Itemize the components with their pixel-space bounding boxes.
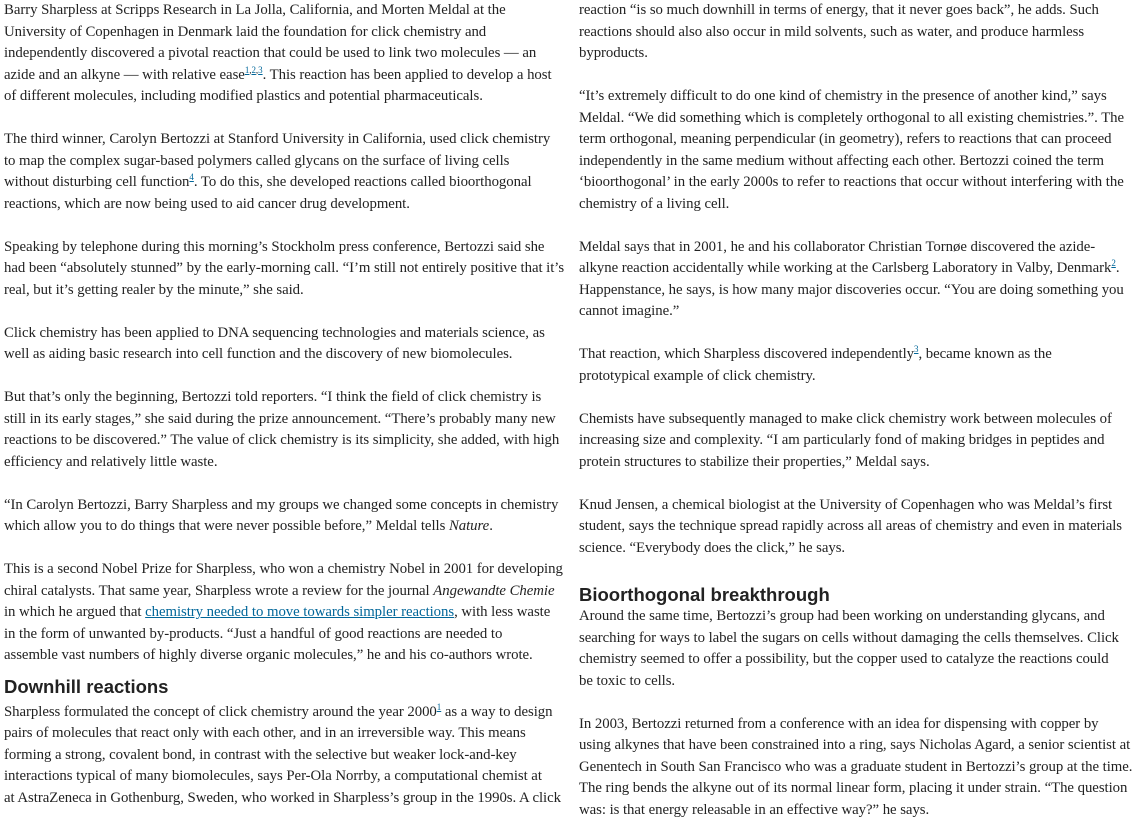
text-line: be toxic to cells. (579, 672, 676, 689)
text-line: The ring bends the alkyne out of its normal linear form, placing it under strain. “The question (579, 780, 1128, 796)
text-line (4, 172, 570, 194)
reference-link-3[interactable]: 3 (258, 64, 263, 75)
text-line (4, 602, 570, 624)
reference-separator: , (249, 64, 252, 75)
paragraph-meldal-quote (4, 495, 570, 538)
text-line (4, 581, 570, 603)
text-span: chiral catalysts. That same year, Sharpless wrote a review for the journal (4, 582, 434, 599)
text-line: independently discovered a pivotal reaction that could be used to link two molecules — an (4, 45, 537, 61)
text-line: well as aiding basic research into cell function and the discovery of new biomolecules. (4, 346, 513, 362)
text-line: interactions typical of many biomolecules, says Per-Ola Norrby, a computational chemist at (4, 768, 542, 784)
paragraph-gap (579, 473, 1146, 495)
paragraph-winners (4, 0, 570, 108)
reference-link-3[interactable]: 3 (914, 344, 919, 354)
text-line: University of Copenhagen in Denmark laid the foundation for click chemistry and (4, 23, 487, 40)
text-line: real, but it’s getting realer by the minute,” she said. (4, 281, 304, 298)
text-line: prototypical example of click chemistry. (579, 367, 816, 384)
text-line: Happenstance, he says, is how many major discoveries occur. “You are doing something you (579, 281, 1124, 298)
text-line: of different molecules, including modified plastics and potential pharmaceuticals. (4, 88, 483, 104)
text-line: using alkynes that have been constrained into a ring, says Nicholas Agard, a senior scientist at (579, 737, 1131, 753)
paragraph-gap (579, 387, 1146, 409)
paragraph-orthogonal (579, 86, 1146, 215)
text-line: ‘bioorthogonal’ in the early 2000s to refer to reactions that occur without interfering with the (579, 174, 1124, 190)
text-line: Around the same time, Bertozzi’s group had been working on understanding glycans, and (579, 608, 1105, 624)
text-line: independently in the same medium without affecting each other. Bertozzi coined the term (579, 152, 1105, 169)
paragraph-jensen (579, 495, 1146, 560)
text-line (579, 258, 1146, 280)
text-line (4, 516, 570, 538)
paragraph-gap (4, 108, 570, 130)
text-span: which allow you to do things that were never possible before,” Meldal tells (4, 518, 449, 534)
paragraph-concept (4, 702, 570, 810)
text-line: byproducts. (579, 45, 648, 61)
text-line: Chemists have subsequently managed to make click chemistry work between molecules of (579, 410, 1112, 427)
text-line: increasing size and complexity. “I am particularly fond of making bridges in peptides and (579, 432, 1105, 448)
paragraph-bertozzi (4, 129, 570, 215)
text-line: In 2003, Bertozzi returned from a conference with an idea for dispensing with copper by (579, 715, 1099, 732)
text-line: Meldal says that in 2001, he and his collaborator Christian Tornøe discovered the azide- (579, 238, 1096, 255)
text-span: as a way to design (441, 703, 553, 720)
text-line: efficiency and relatively little waste. (4, 453, 218, 470)
text-span: , with less waste (454, 604, 551, 620)
text-span: . (489, 518, 493, 534)
journal-name: Angewandte Chemie (433, 582, 555, 599)
paragraph-gap (579, 65, 1146, 87)
text-line: protein structures to stabilize their properties,” Meldal says. (579, 453, 930, 470)
text-line: at AstraZeneca in Gothenburg, Sweden, who worked in Sharpless’s group in the 1990s. A click (4, 789, 561, 806)
text-line: student, says the technique spread rapidly across all areas of chemistry and even in materials (579, 518, 1123, 534)
section-heading-downhill-reactions: Downhill reactions (4, 675, 169, 697)
text-line: Meldal. “We did something which is completely orthogonal to all existing chemistries.”. The (579, 109, 1125, 126)
text-line: reactions should also also occur in mild solvents, such as water, and produce harmless (579, 23, 1085, 40)
text-span: , became known as the (918, 346, 1052, 362)
text-span: That reaction, which Sharpless discovered independently (579, 346, 915, 362)
reference-link-2[interactable]: 2 (251, 64, 256, 75)
text-span: azide and an alkyne — with relative ease (4, 66, 245, 83)
text-span: Sharpless formulated the concept of click chemistry around the year 2000 (4, 703, 437, 720)
text-line: Barry Sharpless at Scripps Research in La Jolla, California, and Morten Meldal at the (4, 2, 506, 18)
text-span: . This reaction has been applied to develop a host (262, 66, 552, 83)
reference-link-4[interactable]: 4 (189, 172, 194, 182)
text-line: cannot imagine.” (579, 303, 680, 319)
text-line: Knud Jensen, a chemical biologist at the University of Copenhagen who was Meldal’s first (579, 496, 1113, 513)
text-line (4, 702, 570, 724)
text-line: had been “absolutely stunned” by the early-morning call. “I’m still not entirely positive that it’s (4, 260, 565, 276)
paragraph-downhill-energy (579, 0, 1146, 65)
review-article-link[interactable]: chemistry needed to move towards simpler reactions (145, 604, 455, 620)
text-line: forming a strong, covalent bond, in contrast with the selective but weaker lock-and-key (4, 746, 517, 763)
text-line: But that’s only the beginning, Bertozzi told reporters. “I think the field of click chemistry is (4, 389, 542, 405)
text-line: in the form of unwanted by-products. “Just a handful of good reactions are needed to (4, 625, 503, 642)
paragraph-gap (579, 692, 1146, 714)
paragraph-gap (579, 215, 1146, 237)
paragraph-glycans (579, 606, 1146, 692)
paragraph-press-conference (4, 237, 570, 302)
text-line (4, 65, 570, 87)
paragraph-gap (579, 323, 1146, 345)
paragraph-copper-free (579, 714, 1146, 822)
text-span: in which he argued that (4, 604, 146, 620)
paragraph-gap (4, 366, 570, 388)
paragraph-gap (4, 215, 570, 237)
text-line: Speaking by telephone during this morning’s Stockholm press conference, Bertozzi said she (4, 238, 545, 255)
text-line: assemble vast numbers of highly diverse organic molecules,” he and his co-authors wrote. (4, 647, 533, 663)
paragraph-applications (4, 323, 570, 366)
text-line: to map the complex sugar-based polymers called glycans on the surface of living cells (4, 152, 510, 169)
paragraph-discovery (579, 237, 1146, 323)
paragraph-beginning (4, 387, 570, 473)
text-line: was: is that energy releasable in an effective way?” he says. (579, 801, 930, 818)
publication-name: Nature (448, 518, 490, 534)
text-line: This is a second Nobel Prize for Sharpless, who won a chemistry Nobel in 2001 for developing (4, 561, 563, 577)
paragraph-complexity (579, 409, 1146, 474)
paragraph-gap (4, 473, 570, 495)
reference-link-1[interactable]: 1 (244, 64, 250, 75)
reference-separator: , (255, 64, 259, 75)
text-line: science. “Everybody does the click,” he says. (579, 539, 846, 556)
reference-link-2[interactable]: 2 (1111, 258, 1116, 268)
text-line: term orthogonal, meaning perpendicular (in geometry), refers to reactions that can proceed (579, 131, 1112, 147)
text-span: . To do this, she developed reactions called bioorthogonal (193, 174, 532, 190)
text-line: reactions to be discovered.” The value of click chemistry is its simplicity, she added, with high (4, 432, 560, 448)
text-line: The third winner, Carolyn Bertozzi at Stanford University in California, used click chemistry (4, 131, 551, 147)
text-line (579, 344, 1146, 366)
paragraph-second-nobel (4, 559, 570, 667)
text-span: without disturbing cell function (4, 174, 190, 190)
reference-group (245, 65, 263, 75)
text-line: chemistry seemed to offer a possibility, but the copper used to catalyze the reactions could (579, 651, 1109, 667)
text-line: “It’s extremely difficult to do one kind of chemistry in the presence of another kind,” says (579, 88, 1107, 104)
text-line: searching for ways to label the sugars on cells without damaging the cells themselves. Click (579, 629, 1119, 646)
text-line: reaction “is so much downhill in terms of energy, that it never goes back”, he adds. Such (579, 2, 1099, 18)
article-column-left (4, 0, 570, 809)
text-line: still in its early stages,” she said during the prize announcement. “There’s probably many new (4, 410, 556, 427)
text-line: pairs of molecules that react only with each other, and in an irreversible way. This means (4, 725, 526, 741)
text-line: “In Carolyn Bertozzi, Barry Sharpless and my groups we changed some concepts in chemistry (4, 496, 559, 513)
paragraph-gap (4, 301, 570, 323)
text-line: Genentech in South San Francisco who was a graduate student in Bertozzi’s group at the time. (579, 758, 1133, 775)
text-span: . (1115, 260, 1120, 276)
article-column-right (579, 0, 1146, 821)
paragraph-prototypical (579, 344, 1146, 387)
text-span: alkyne reaction accidentally while working at the Carlsberg Laboratory in Valby, Denmark (579, 260, 1112, 276)
paragraph-gap (4, 538, 570, 560)
text-line: reactions, which are now being used to aid cancer drug development. (4, 195, 410, 212)
text-line: Click chemistry has been applied to DNA sequencing technologies and materials science, as (4, 324, 545, 341)
reference-link-1[interactable]: 1 (436, 701, 442, 712)
section-heading-bioorthogonal-breakthrough: Bioorthogonal breakthrough (579, 584, 830, 605)
text-line: chemistry of a living cell. (579, 195, 730, 212)
